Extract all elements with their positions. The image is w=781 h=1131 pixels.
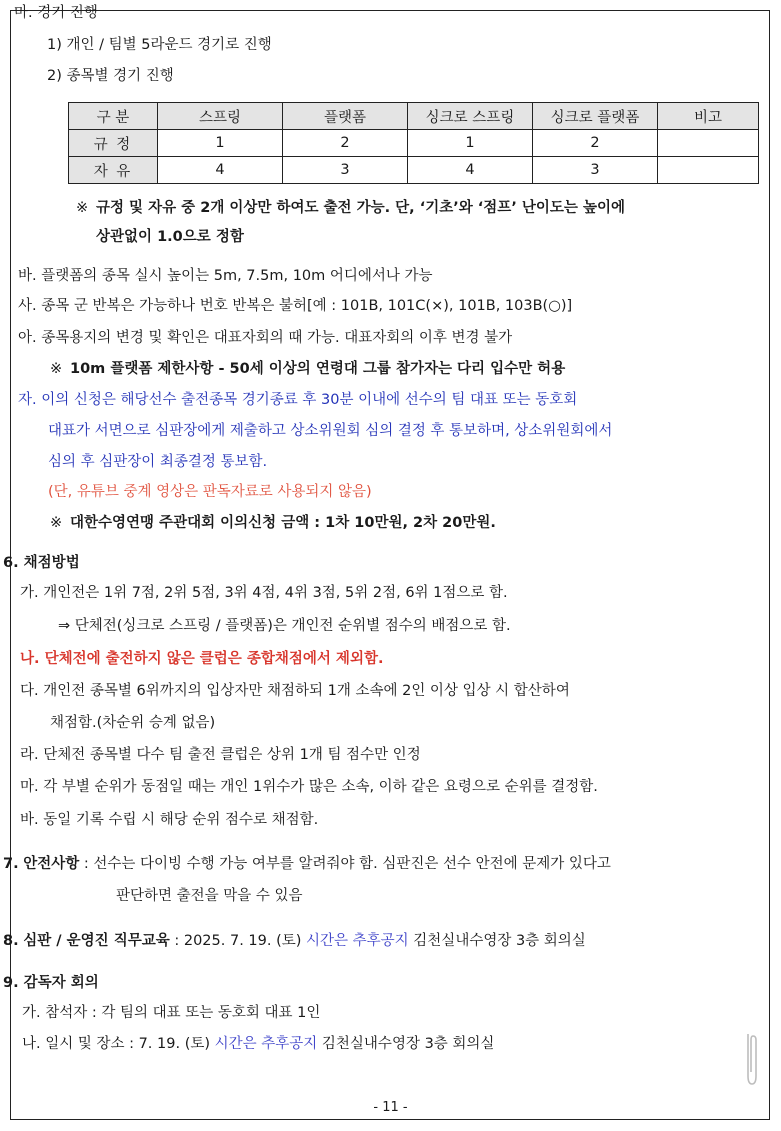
page-number: - 11 -: [373, 1100, 408, 1115]
table-header-row: [69, 103, 759, 130]
scoring-ga-sub: ⇒ 단체전(싱크로 스프링 / 플랫폼)은 개인전 순위별 점수의 배점으로 함.: [58, 618, 511, 634]
item-ba: 바. 플랫폼의 종목 실시 높이는 5m, 7.5m, 10m 어디에서나 가능: [18, 268, 433, 284]
section-6-heading: 6. 채점방법: [3, 555, 80, 571]
scoring-da-line-1: 다. 개인전 종목별 6위까지의 입상자만 채점하되 1개 소속에 2인 이상 입상 시 합산하여: [20, 683, 570, 699]
note-3: 대한수영연맹 주관대회 이의신청 금액 : 1차 10만원, 2차 20만원.: [70, 515, 496, 531]
table-header: 싱크로 플랫폼: [533, 103, 658, 130]
section-7-line-1: 7. 안전사항 : 선수는 다이빙 수행 가능 여부를 알려줘야 함. 심판진은 선수 안전에 문제가 있다고: [3, 856, 611, 872]
note-1-line-2: 상관없이 1.0으로 정함: [96, 229, 244, 245]
section-ma-heading: 마. 경기 진행: [14, 5, 98, 21]
section-7-line-2: 판단하면 출전을 막을 수 있음: [116, 888, 303, 904]
section-8: 8. 심판 / 운영진 직무교육 : 2025. 7. 19. (토) 시간은 추후공지 김천실내수영장 3층 회의실: [3, 933, 586, 949]
table-header: 스프링: [158, 103, 283, 130]
table-header: 구 분: [69, 103, 158, 130]
item-1: 1) 개인 / 팀별 5라운드 경기로 진행: [47, 37, 272, 53]
note-mark: ※: [50, 361, 63, 377]
note-mark: ※: [50, 515, 63, 531]
table-cell: 4: [408, 157, 533, 184]
item-sa: 사. 종목 군 반복은 가능하나 번호 반복은 불허[예 : 101B, 101C(×), 101B, 103B(○)]: [18, 298, 573, 314]
note-mark: ※: [76, 200, 89, 216]
scoring-ba: 바. 동일 기록 수립 시 해당 순위 점수로 채점함.: [20, 812, 319, 828]
table-header: 비고: [658, 103, 759, 130]
meeting-ga: 가. 참석자 : 각 팀의 대표 또는 동호회 대표 1인: [22, 1005, 321, 1021]
item-a: 아. 종목용지의 변경 및 확인은 대표자회의 때 가능. 대표자회의 이후 변경 불가: [18, 330, 513, 346]
table-cell: 1: [408, 130, 533, 157]
paperclip-icon: [744, 1030, 760, 1088]
table-row: [69, 130, 759, 157]
scoring-ra: 라. 단체전 종목별 다수 팀 출전 클럽은 상위 1개 팀 점수만 인정: [20, 747, 421, 763]
table-cell: 4: [158, 157, 283, 184]
event-table: [68, 102, 759, 184]
table-cell: 3: [533, 157, 658, 184]
table-cell: [658, 157, 759, 184]
scoring-na: 나. 단체전에 출전하지 않은 클럽은 종합채점에서 제외함.: [20, 651, 384, 667]
meeting-na: 나. 일시 및 장소 : 7. 19. (토) 시간은 추후공지 김천실내수영장 3층 회의실: [22, 1036, 495, 1052]
table-cell: [658, 130, 759, 157]
section-8-time: 시간은 추후공지: [306, 933, 409, 949]
section-7-num: 7.: [3, 856, 19, 872]
scoring-da-line-2: 채점함.(차순위 승계 없음): [50, 715, 216, 731]
section-7-text: 선수는 다이빙 수행 가능 여부를 알려줘야 함. 심판진은 선수 안전에 문제가 있다고: [93, 856, 611, 872]
section-8-title: 심판 / 운영진 직무교육: [23, 933, 170, 949]
note-2: 10m 플랫폼 제한사항 - 50세 이상의 연령대 그룹 참가자는 다리 입수만 허용: [70, 361, 566, 377]
item-ja-line-2: 대표가 서면으로 심판장에게 제출하고 상소위원회 심의 결정 후 통보하며, 상소위원회에서: [48, 423, 613, 439]
item-ja-line-3: 심의 후 심판장이 최종결정 통보함.: [48, 454, 268, 470]
table-cell: 1: [158, 130, 283, 157]
table-header: 싱크로 스프링: [408, 103, 533, 130]
scoring-ga: 가. 개인전은 1위 7점, 2위 5점, 3위 4점, 4위 3점, 5위 2점, 6위 1점으로 함.: [20, 585, 508, 601]
table-row: [69, 157, 759, 184]
section-8-place: 김천실내수영장 3층 회의실: [408, 933, 586, 949]
table-cell: 2: [533, 130, 658, 157]
table-cell: 자 유: [69, 157, 158, 184]
table-cell: 2: [283, 130, 408, 157]
item-ja-line-1: 자. 이의 신청은 해당선수 출전종목 경기종료 후 30분 이내에 선수의 팀 대표 또는 동호회: [18, 392, 578, 408]
item-2: 2) 종목별 경기 진행: [47, 68, 174, 84]
scoring-ma: 마. 각 부별 순위가 동점일 때는 개인 1위수가 많은 소속, 이하 같은 요령으로 순위를 결정함.: [20, 779, 598, 795]
section-9-heading: 9. 감독자 회의: [3, 975, 99, 991]
table-cell: 3: [283, 157, 408, 184]
table-header: 플랫폼: [283, 103, 408, 130]
table-cell: 규 정: [69, 130, 158, 157]
section-7-title: 안전사항: [23, 856, 80, 872]
meeting-time: 시간은 추후공지: [214, 1036, 318, 1052]
section-8-date: 2025. 7. 19. (토): [183, 933, 307, 949]
note-1-line-1: 규정 및 자유 중 2개 이상만 하여도 출전 가능. 단, ‘기초’와 ‘점프’ 난이도는 높이에: [96, 200, 625, 216]
youtube-note: (단, 유튜브 중계 영상은 판독자료로 사용되지 않음): [48, 484, 372, 500]
